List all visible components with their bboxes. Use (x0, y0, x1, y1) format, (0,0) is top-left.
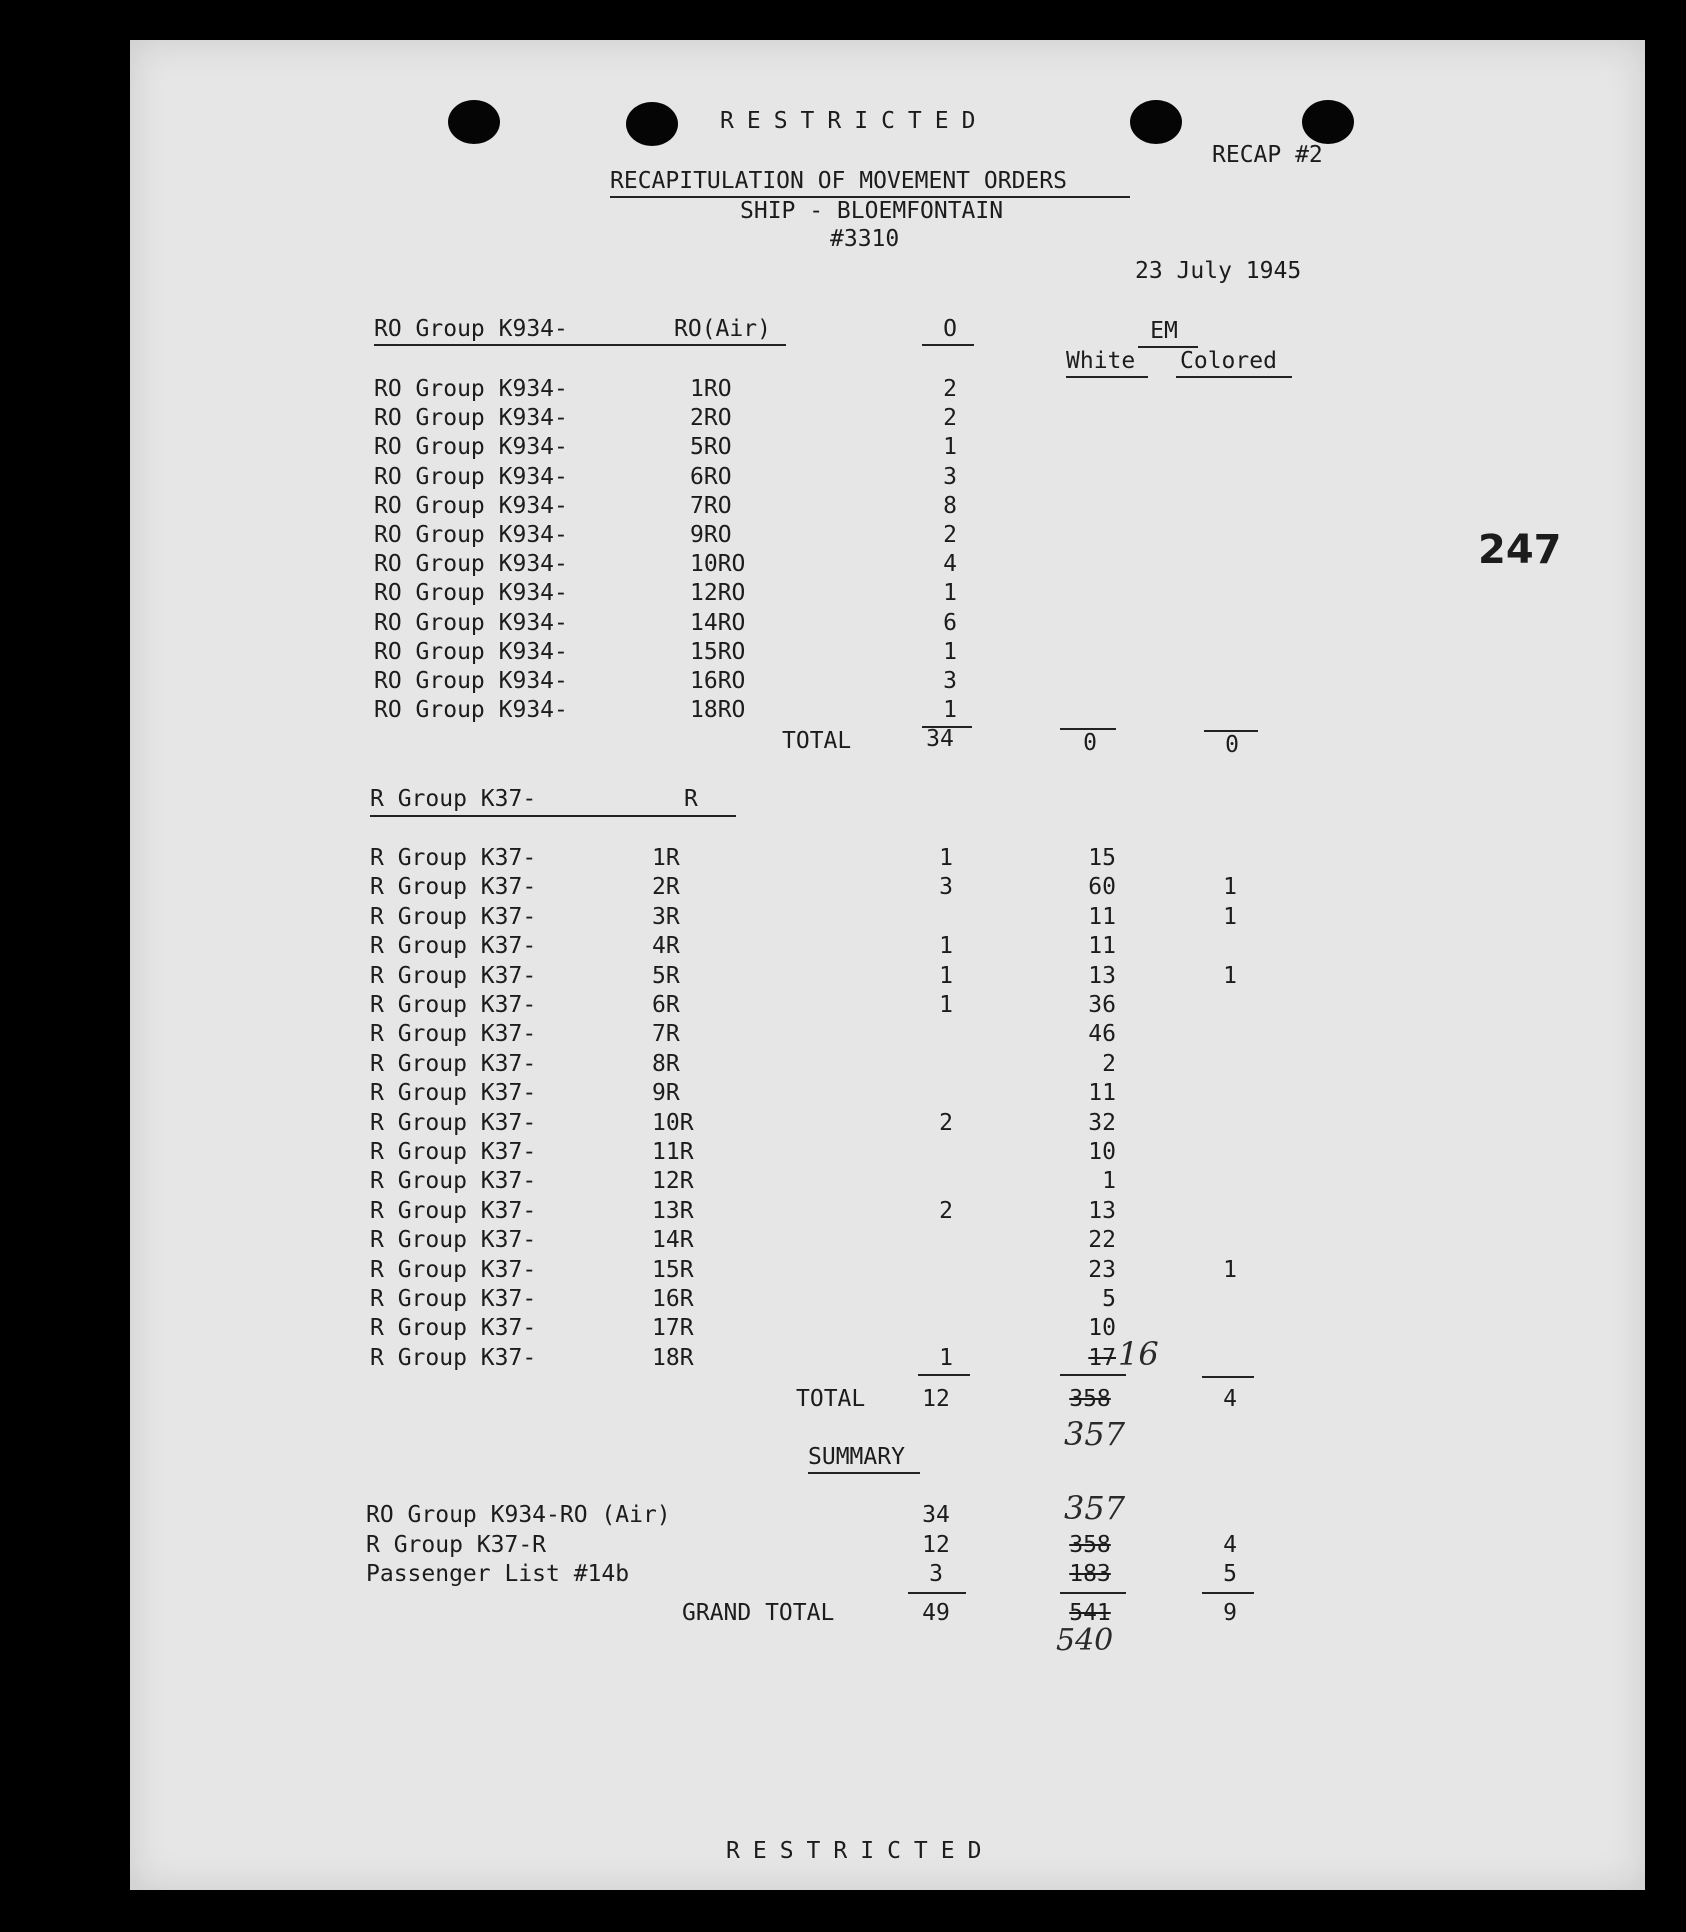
r-unit-cell: 13R (652, 1197, 694, 1224)
summary-colored-cell: 5 (1223, 1561, 1237, 1587)
r-total-o: 12 (922, 1386, 950, 1412)
r-group-cell: R Group K37- (370, 903, 537, 930)
r-unit-cell: 18R (652, 1344, 694, 1371)
r-group-cell: R Group K37- (370, 1344, 537, 1371)
r-unit-cell: 15R (652, 1256, 694, 1283)
ro-officers-cell: 1 (943, 580, 957, 607)
summary-label-cell: Passenger List #14b (366, 1561, 630, 1587)
r-total-rule-colored (1202, 1376, 1254, 1378)
r-group-cell: R Group K37- (370, 962, 537, 989)
r-unit-cell: 7R (652, 1021, 680, 1048)
ro-officers-cell: 6 (943, 609, 957, 636)
r-white-cell: 11 (1088, 903, 1116, 930)
r-officers-cell: 1 (939, 845, 953, 871)
r-unit-cell: 4R (652, 933, 680, 960)
ro-officers-cell: 3 (943, 668, 957, 694)
grand-total-white: 541 (1069, 1600, 1111, 1626)
ro-officers-cell: 4 (943, 551, 957, 578)
r-group-cell: R Group K37- (370, 874, 537, 901)
row18-white-correction: 16 (1118, 1335, 1159, 1373)
recap-label: RECAP #2 (1212, 142, 1323, 168)
r-unit-header: R (684, 786, 698, 812)
ro-unit-cell: 14RO (690, 609, 746, 636)
ro-unit-header: RO(Air) (674, 316, 771, 342)
ro-group-cell: RO Group K934- (374, 522, 568, 548)
r-colored-cell: 1 (1223, 1256, 1237, 1283)
summary-label-cell: RO Group K934-RO (Air) (366, 1502, 671, 1528)
r-total-white-correction: 357 (1064, 1415, 1126, 1453)
r-white-cell: 36 (1088, 992, 1116, 1018)
summary-underline (808, 1472, 920, 1474)
ro-group-cell: RO Group K934- (374, 405, 568, 432)
ship-name: SHIP - BLOEMFONTAIN (740, 198, 1004, 224)
r-officers-cell: 1 (939, 992, 953, 1018)
ro-unit-cell: 9RO (690, 522, 732, 548)
ro-unit-cell: 10RO (690, 551, 746, 578)
r-group-cell: R Group K37- (370, 1109, 537, 1136)
r-total-label: TOTAL (796, 1386, 866, 1412)
summary-white-correction: 357 (1064, 1489, 1126, 1527)
r-group-cell: R Group K37- (370, 1286, 537, 1312)
document-date: 23 July 1945 (1135, 258, 1302, 284)
r-white-cell: 10 (1088, 1315, 1116, 1342)
r-white-cell: 15 (1088, 845, 1116, 871)
r-group-cell: R Group K37- (370, 992, 537, 1018)
summary-label-cell: R Group K37-R (366, 1531, 547, 1558)
summary-white-cell: 358 (1069, 1531, 1111, 1558)
r-unit-cell: 14R (652, 1227, 694, 1254)
r-white-cell: 22 (1088, 1227, 1116, 1254)
punch-hole (1302, 100, 1354, 144)
r-group-cell: R Group K37- (370, 1050, 537, 1077)
r-total-white: 358 (1069, 1386, 1111, 1412)
grand-total-white-correction: 540 (1056, 1623, 1114, 1658)
r-unit-cell: 12R (652, 1168, 694, 1195)
r-total-colored: 4 (1223, 1386, 1237, 1412)
ro-officers-cell: 2 (943, 376, 957, 402)
ro-unit-cell: 7RO (690, 492, 732, 519)
r-unit-cell: 17R (652, 1315, 694, 1342)
r-unit-cell: 11R (652, 1139, 694, 1165)
r-group-cell: R Group K37- (370, 1139, 537, 1165)
officers-header-underline (922, 344, 974, 346)
r-white-cell: 5 (1102, 1286, 1116, 1312)
r-total-rule-white (1060, 1374, 1126, 1376)
white-header-underline (1066, 376, 1148, 378)
ro-unit-cell: 1RO (690, 376, 732, 402)
ro-unit-cell: 15RO (690, 638, 746, 665)
colored-header-underline (1176, 376, 1292, 378)
grand-total-colored: 9 (1223, 1600, 1237, 1626)
classification-header: RESTRICTED (720, 108, 989, 134)
ship-number: #3310 (830, 226, 900, 252)
r-unit-cell: 5R (652, 962, 680, 989)
ro-total-label: TOTAL (782, 728, 852, 754)
ro-total-o: 34 (926, 726, 954, 752)
summary-officers-cell: 12 (922, 1531, 950, 1558)
r-white-cell: 13 (1088, 1197, 1116, 1224)
ro-officers-cell: 2 (943, 522, 957, 548)
r-colored-cell: 1 (1223, 962, 1237, 989)
ro-unit-cell: 2RO (690, 405, 732, 432)
r-white-cell: 13 (1088, 962, 1116, 989)
r-officers-cell: 2 (939, 1109, 953, 1136)
r-group-cell: R Group K37- (370, 1315, 537, 1342)
ro-total-colored: 0 (1225, 732, 1239, 758)
r-unit-cell: 1R (652, 845, 680, 871)
ro-group-cell: RO Group K934- (374, 609, 568, 636)
ro-header-underline (374, 344, 786, 346)
r-unit-cell: 10R (652, 1109, 694, 1136)
r-white-cell: 46 (1088, 1021, 1116, 1048)
summary-white-cell: 183 (1069, 1561, 1111, 1587)
r-colored-cell: 1 (1223, 903, 1237, 930)
grand-rule-colored (1202, 1592, 1254, 1594)
classification-footer: RESTRICTED (726, 1838, 995, 1864)
r-officers-cell: 1 (939, 962, 953, 989)
white-header: White (1066, 348, 1136, 374)
r-unit-cell: 16R (652, 1286, 694, 1312)
ro-unit-cell: 16RO (690, 668, 746, 694)
r-white-cell: 32 (1088, 1109, 1116, 1136)
r-group-cell: R Group K37- (370, 1168, 537, 1195)
grand-rule-white (1060, 1592, 1126, 1594)
ro-unit-cell: 18RO (690, 697, 746, 724)
ro-group-cell: RO Group K934- (374, 668, 568, 694)
r-officers-cell: 1 (939, 933, 953, 960)
ro-officers-cell: 1 (943, 697, 957, 724)
ro-total-white: 0 (1083, 730, 1097, 756)
grand-total-o: 49 (922, 1600, 950, 1626)
page-number: 247 (1478, 527, 1562, 573)
ro-unit-cell: 5RO (690, 434, 732, 461)
r-group-cell: R Group K37- (370, 1197, 537, 1224)
grand-rule-o (908, 1592, 966, 1594)
r-white-cell: 2 (1102, 1050, 1116, 1077)
r-white-cell: 60 (1088, 874, 1116, 901)
r-unit-cell: 2R (652, 874, 680, 901)
r-group-cell: R Group K37- (370, 845, 537, 871)
r-officers-cell: 3 (939, 874, 953, 901)
r-header-underline (370, 815, 736, 817)
r-unit-cell: 6R (652, 992, 680, 1018)
ro-officers-cell: 3 (943, 463, 957, 490)
r-unit-cell: 9R (652, 1080, 680, 1107)
r-group-header: R Group K37- (370, 786, 537, 812)
ro-unit-cell: 6RO (690, 463, 732, 490)
r-unit-cell: 3R (652, 903, 680, 930)
ro-group-cell: RO Group K934- (374, 434, 568, 461)
r-unit-cell: 8R (652, 1050, 680, 1077)
document-page (130, 40, 1645, 1890)
ro-officers-cell: 1 (943, 638, 957, 665)
summary-colored-cell: 4 (1223, 1531, 1237, 1558)
r-white-cell: 10 (1088, 1139, 1116, 1165)
punch-hole (448, 100, 500, 144)
ro-group-cell: RO Group K934- (374, 580, 568, 607)
punch-hole (626, 102, 678, 146)
r-white-cell: 23 (1088, 1256, 1116, 1283)
r-group-cell: R Group K37- (370, 1256, 537, 1283)
r-officers-cell: 2 (939, 1197, 953, 1224)
summary-title: SUMMARY (808, 1444, 905, 1470)
ro-group-cell: RO Group K934- (374, 638, 568, 665)
colored-header: Colored (1180, 348, 1277, 374)
ro-group-cell: RO Group K934- (374, 492, 568, 519)
r-white-cell: 1 (1102, 1168, 1116, 1195)
ro-group-header: RO Group K934- (374, 316, 568, 342)
ro-group-cell: RO Group K934- (374, 376, 568, 402)
document-title: RECAPITULATION OF MOVEMENT ORDERS (610, 168, 1067, 194)
em-header: EM (1150, 318, 1178, 344)
r-group-cell: R Group K37- (370, 1021, 537, 1048)
r-officers-cell: 1 (939, 1344, 953, 1371)
ro-group-cell: RO Group K934- (374, 463, 568, 490)
summary-officers-cell: 34 (922, 1502, 950, 1528)
ro-group-cell: RO Group K934- (374, 551, 568, 578)
grand-total-label: GRAND TOTAL (682, 1600, 835, 1626)
ro-officers-cell: 1 (943, 434, 957, 461)
r-total-rule-o (918, 1374, 970, 1376)
r-colored-cell: 1 (1223, 874, 1237, 901)
r-group-cell: R Group K37- (370, 1080, 537, 1107)
r-group-cell: R Group K37- (370, 933, 537, 960)
r-white-cell: 11 (1088, 933, 1116, 960)
r-group-cell: R Group K37- (370, 1227, 537, 1254)
officers-header: O (943, 316, 957, 342)
summary-officers-cell: 3 (929, 1561, 943, 1587)
r-white-cell: 11 (1088, 1080, 1116, 1107)
ro-group-cell: RO Group K934- (374, 697, 568, 724)
ro-unit-cell: 12RO (690, 580, 746, 607)
ro-officers-cell: 8 (943, 492, 957, 519)
ro-officers-cell: 2 (943, 405, 957, 432)
punch-hole (1130, 100, 1182, 144)
r-white-cell: 17 (1088, 1344, 1116, 1371)
